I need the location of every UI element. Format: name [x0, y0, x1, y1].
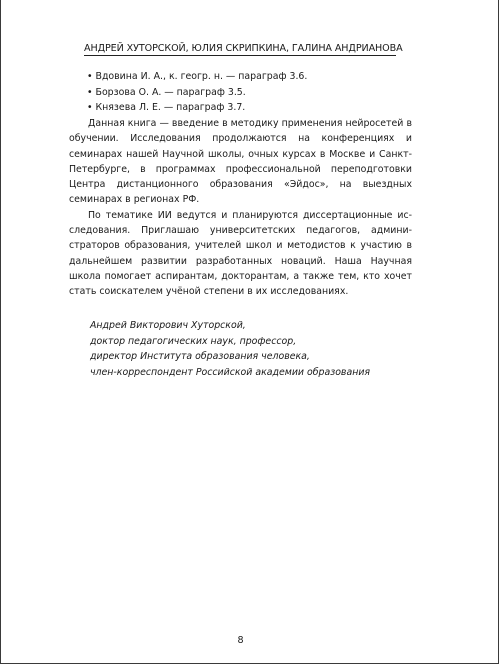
author-signature — [90, 318, 370, 380]
list-item: • Борзова О. А. — параграф 3.5. — [87, 86, 246, 98]
page-number: 8 — [237, 635, 244, 646]
body-text — [69, 116, 412, 300]
contributor-list — [87, 69, 307, 116]
signature-line: член-корреспондент Российской академии образования — [90, 366, 371, 378]
running-head: АНДРЕЙ ХУТОРСКОЙ, ЮЛИЯ СКРИПКИНА, ГАЛИНА АНДРИАНОВА — [84, 43, 403, 54]
list-item: • Князева Л. Е. — параграф 3.7. — [87, 102, 246, 113]
signature-line: директор Института образования человека, — [90, 351, 310, 362]
signature-line: доктор педагогических наук, профессор, — [90, 335, 297, 347]
list-item: • Вдовина И. А., к. геогр. н. — параграф 3.6. — [87, 71, 308, 82]
signature-line: Андрей Викторович Хуторской, — [90, 320, 246, 331]
header-rule — [84, 55, 396, 56]
paragraph: Данная книга — введение в методику применения нейросетей в обучении. Исследования продолжаются на конференциях и семинарах нашей Научной школы, очных курсах в Москве и Санкт-Петербурге, в программах профессиональной переподготовки Центра дистанционного образования «Эйдос», на выездных семинарах в регионах РФ. — [69, 118, 412, 206]
paragraph: По тематике ИИ ведутся и планируются диссертационные исследования. Приглашаю университетских педагогов, администраторов образования, учителей школ и методистов к участию в дальнейшем развитии разработанных новаций. Наша Научная школа помогает аспирантам, докторантам, а также тем, кто хочет стать соискателем учёной степени в их исследованиях. — [69, 209, 412, 298]
